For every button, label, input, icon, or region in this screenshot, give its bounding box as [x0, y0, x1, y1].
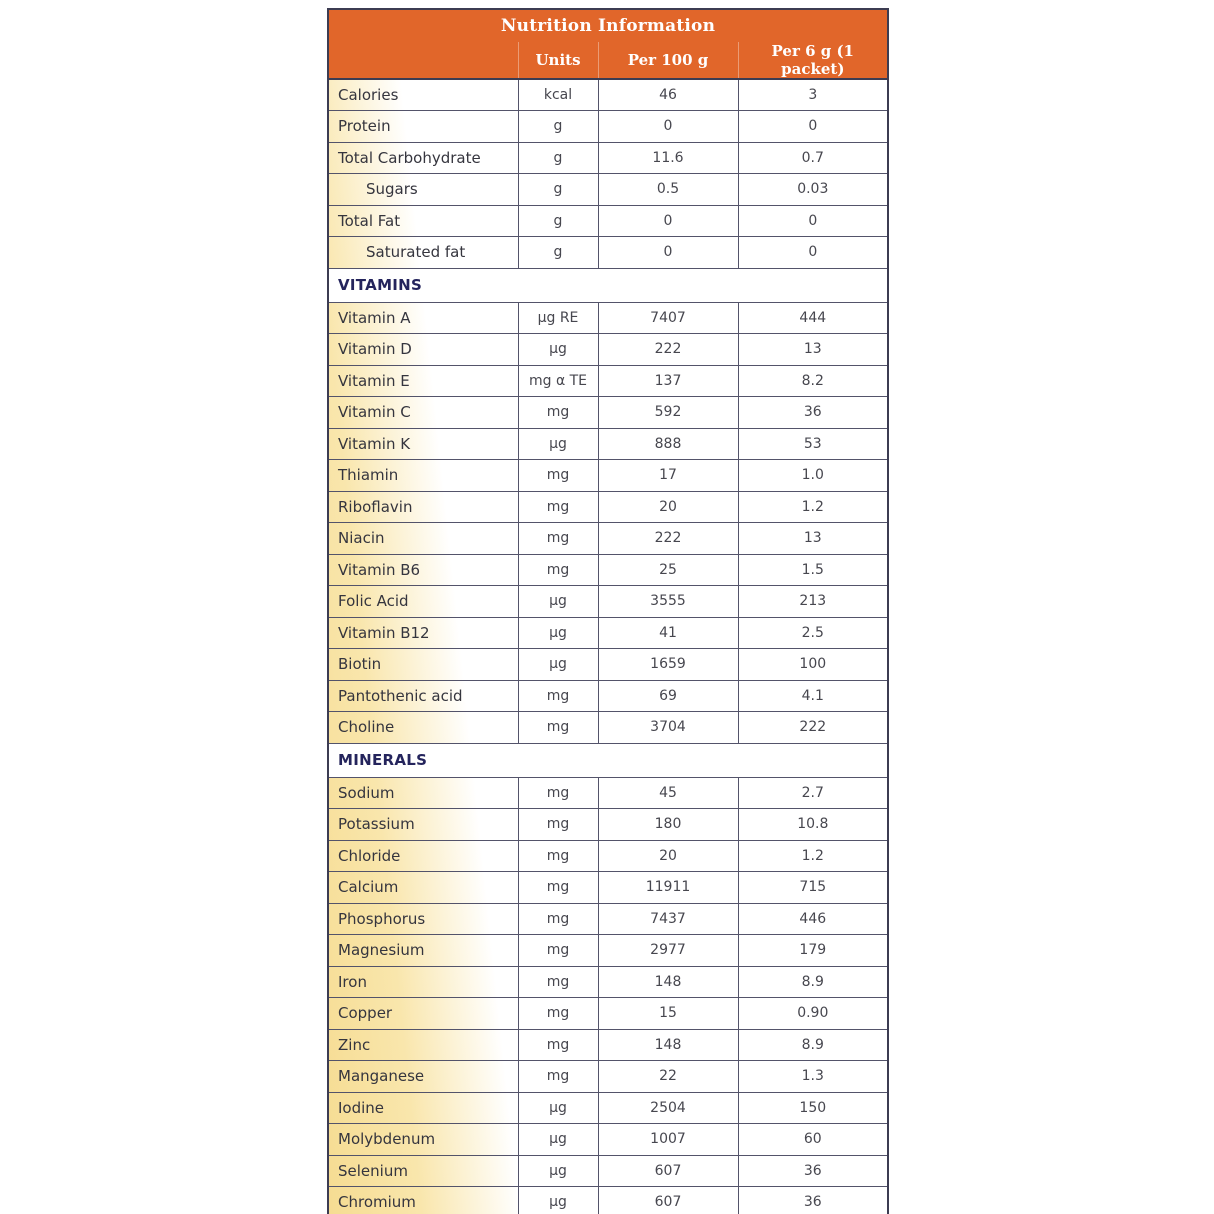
per-6g-value: 1.3 — [738, 1061, 888, 1093]
per-6g-value: 36 — [738, 1155, 888, 1187]
table-row — [328, 998, 888, 1030]
nutrient-label: Niacin — [328, 523, 518, 555]
per-100g-value: 41 — [598, 617, 738, 649]
nutrient-label: Sugars — [328, 174, 518, 206]
table-header — [328, 9, 888, 79]
per-100g-value: 20 — [598, 491, 738, 523]
nutrient-label: Thiamin — [328, 460, 518, 492]
nutrient-label: Vitamin C — [328, 397, 518, 429]
nutrient-label: Iron — [328, 966, 518, 998]
table-row — [328, 428, 888, 460]
nutrient-label: Folic Acid — [328, 586, 518, 618]
per-6g-value: 53 — [738, 428, 888, 460]
unit-value: µg — [518, 1187, 598, 1214]
column-header-row — [328, 42, 888, 79]
per-6g-value: 0.90 — [738, 998, 888, 1030]
unit-value: mg — [518, 523, 598, 555]
unit-value: µg — [518, 428, 598, 460]
nutrient-label: Vitamin E — [328, 365, 518, 397]
table-title: Nutrition Information — [328, 9, 888, 42]
per-6g-value: 179 — [738, 935, 888, 967]
unit-value: mg — [518, 712, 598, 744]
per-6g-value: 13 — [738, 334, 888, 366]
nutrient-label: Manganese — [328, 1061, 518, 1093]
per-100g-value: 7437 — [598, 903, 738, 935]
nutrient-label: Copper — [328, 998, 518, 1030]
unit-value: µg — [518, 1155, 598, 1187]
unit-value: mg — [518, 966, 598, 998]
per-100g-value: 592 — [598, 397, 738, 429]
per-100g-value: 11.6 — [598, 142, 738, 174]
per-6g-value: 1.0 — [738, 460, 888, 492]
per-6g-value: 446 — [738, 903, 888, 935]
nutrient-label: Sodium — [328, 777, 518, 809]
section-row — [328, 268, 888, 302]
table-row — [328, 1187, 888, 1214]
per-6g-value: 222 — [738, 712, 888, 744]
per-100g-value: 148 — [598, 1029, 738, 1061]
table-row — [328, 872, 888, 904]
unit-value: mg — [518, 397, 598, 429]
unit-value: g — [518, 237, 598, 269]
per-6g-value: 1.2 — [738, 840, 888, 872]
table-row — [328, 809, 888, 841]
table-row — [328, 302, 888, 334]
unit-value: mg — [518, 460, 598, 492]
table-row — [328, 334, 888, 366]
nutrient-label: Vitamin K — [328, 428, 518, 460]
per-6g-value: 0.7 — [738, 142, 888, 174]
table-row — [328, 935, 888, 967]
per-100g-value: 22 — [598, 1061, 738, 1093]
per-6g-value: 0 — [738, 237, 888, 269]
per-100g-value: 20 — [598, 840, 738, 872]
unit-value: mg — [518, 491, 598, 523]
unit-value: mg — [518, 903, 598, 935]
table-row — [328, 1155, 888, 1187]
nutrient-label: Selenium — [328, 1155, 518, 1187]
per-6g-value: 3 — [738, 79, 888, 111]
per-100g-value: 222 — [598, 523, 738, 555]
section-row — [328, 743, 888, 777]
nutrient-label: Potassium — [328, 809, 518, 841]
per-100g-value: 222 — [598, 334, 738, 366]
section-title: VITAMINS — [328, 268, 888, 302]
per-100g-value: 0 — [598, 205, 738, 237]
table-row — [328, 79, 888, 111]
unit-value: µg — [518, 334, 598, 366]
table-row — [328, 365, 888, 397]
unit-value: mg α TE — [518, 365, 598, 397]
nutrient-label: Phosphorus — [328, 903, 518, 935]
per-100g-value: 607 — [598, 1155, 738, 1187]
unit-value: µg — [518, 586, 598, 618]
per-6g-value: 8.2 — [738, 365, 888, 397]
table-row — [328, 712, 888, 744]
column-header-spacer — [328, 42, 518, 79]
per-100g-value: 69 — [598, 680, 738, 712]
per-100g-value: 7407 — [598, 302, 738, 334]
nutrient-label: Molybdenum — [328, 1124, 518, 1156]
per-6g-value: 4.1 — [738, 680, 888, 712]
table-row — [328, 903, 888, 935]
per-6g-value: 1.2 — [738, 491, 888, 523]
table-row — [328, 680, 888, 712]
unit-value: mg — [518, 1029, 598, 1061]
nutrient-label: Riboflavin — [328, 491, 518, 523]
per-100g-value: 17 — [598, 460, 738, 492]
nutrient-label: Saturated fat — [328, 237, 518, 269]
nutrient-label: Total Fat — [328, 205, 518, 237]
per-6g-value: 150 — [738, 1092, 888, 1124]
per-100g-value: 2504 — [598, 1092, 738, 1124]
column-header-units: Units — [518, 42, 598, 79]
nutrient-label: Vitamin D — [328, 334, 518, 366]
table-row — [328, 840, 888, 872]
table-row — [328, 777, 888, 809]
table-row — [328, 649, 888, 681]
unit-value: mg — [518, 1061, 598, 1093]
unit-value: mg — [518, 840, 598, 872]
per-6g-value: 715 — [738, 872, 888, 904]
per-6g-value: 8.9 — [738, 966, 888, 998]
per-100g-value: 0 — [598, 111, 738, 143]
table-row — [328, 142, 888, 174]
per-100g-value: 25 — [598, 554, 738, 586]
nutrient-label: Vitamin B6 — [328, 554, 518, 586]
per-100g-value: 607 — [598, 1187, 738, 1214]
table-row — [328, 460, 888, 492]
per-100g-value: 11911 — [598, 872, 738, 904]
unit-value: mg — [518, 998, 598, 1030]
table-row — [328, 617, 888, 649]
table-row — [328, 397, 888, 429]
nutrient-label: Chloride — [328, 840, 518, 872]
table-title-row — [328, 9, 888, 42]
per-100g-value: 137 — [598, 365, 738, 397]
unit-value: µg — [518, 1092, 598, 1124]
unit-value: mg — [518, 809, 598, 841]
per-100g-value: 888 — [598, 428, 738, 460]
nutrient-label: Biotin — [328, 649, 518, 681]
unit-value: g — [518, 205, 598, 237]
table-row — [328, 966, 888, 998]
table-body — [328, 79, 888, 1214]
unit-value: µg — [518, 649, 598, 681]
nutrient-label: Choline — [328, 712, 518, 744]
per-100g-value: 45 — [598, 777, 738, 809]
per-100g-value: 1659 — [598, 649, 738, 681]
per-6g-value: 0.03 — [738, 174, 888, 206]
unit-value: µg — [518, 1124, 598, 1156]
unit-value: g — [518, 142, 598, 174]
unit-value: kcal — [518, 79, 598, 111]
table-row — [328, 205, 888, 237]
table-row — [328, 1029, 888, 1061]
table-row — [328, 491, 888, 523]
unit-value: mg — [518, 777, 598, 809]
per-6g-value: 36 — [738, 1187, 888, 1214]
per-6g-value: 444 — [738, 302, 888, 334]
table-row — [328, 1092, 888, 1124]
per-6g-value: 10.8 — [738, 809, 888, 841]
unit-value: mg — [518, 935, 598, 967]
unit-value: µg — [518, 617, 598, 649]
per-100g-value: 180 — [598, 809, 738, 841]
per-6g-value: 2.7 — [738, 777, 888, 809]
per-6g-value: 1.5 — [738, 554, 888, 586]
per-6g-value: 60 — [738, 1124, 888, 1156]
unit-value: g — [518, 111, 598, 143]
unit-value: mg — [518, 554, 598, 586]
per-100g-value: 1007 — [598, 1124, 738, 1156]
nutrition-table-wrapper — [327, 8, 887, 1214]
table-row — [328, 523, 888, 555]
nutrient-label: Calories — [328, 79, 518, 111]
table-row — [328, 174, 888, 206]
per-6g-value: 36 — [738, 397, 888, 429]
per-100g-value: 0.5 — [598, 174, 738, 206]
per-6g-value: 0 — [738, 111, 888, 143]
table-row — [328, 586, 888, 618]
nutrient-label: Iodine — [328, 1092, 518, 1124]
per-100g-value: 3704 — [598, 712, 738, 744]
table-row — [328, 111, 888, 143]
nutrient-label: Pantothenic acid — [328, 680, 518, 712]
per-6g-value: 213 — [738, 586, 888, 618]
table-row — [328, 1124, 888, 1156]
per-6g-value: 8.9 — [738, 1029, 888, 1061]
column-header-per-100g: Per 100 g — [598, 42, 738, 79]
per-100g-value: 148 — [598, 966, 738, 998]
per-100g-value: 15 — [598, 998, 738, 1030]
per-6g-value: 13 — [738, 523, 888, 555]
nutrient-label: Vitamin B12 — [328, 617, 518, 649]
unit-value: µg RE — [518, 302, 598, 334]
section-title: MINERALS — [328, 743, 888, 777]
nutrient-label: Zinc — [328, 1029, 518, 1061]
nutrient-label: Calcium — [328, 872, 518, 904]
per-6g-value: 2.5 — [738, 617, 888, 649]
per-6g-value: 0 — [738, 205, 888, 237]
table-row — [328, 1061, 888, 1093]
per-100g-value: 2977 — [598, 935, 738, 967]
nutrient-label: Chromium — [328, 1187, 518, 1214]
nutrient-label: Total Carbohydrate — [328, 142, 518, 174]
column-header-per-6g: Per 6 g (1 packet) — [738, 42, 888, 79]
table-row — [328, 237, 888, 269]
nutrition-table — [327, 8, 889, 1214]
table-row — [328, 554, 888, 586]
unit-value: mg — [518, 680, 598, 712]
per-100g-value: 3555 — [598, 586, 738, 618]
unit-value: g — [518, 174, 598, 206]
nutrient-label: Magnesium — [328, 935, 518, 967]
per-100g-value: 46 — [598, 79, 738, 111]
nutrient-label: Vitamin A — [328, 302, 518, 334]
per-100g-value: 0 — [598, 237, 738, 269]
unit-value: mg — [518, 872, 598, 904]
nutrient-label: Protein — [328, 111, 518, 143]
per-6g-value: 100 — [738, 649, 888, 681]
